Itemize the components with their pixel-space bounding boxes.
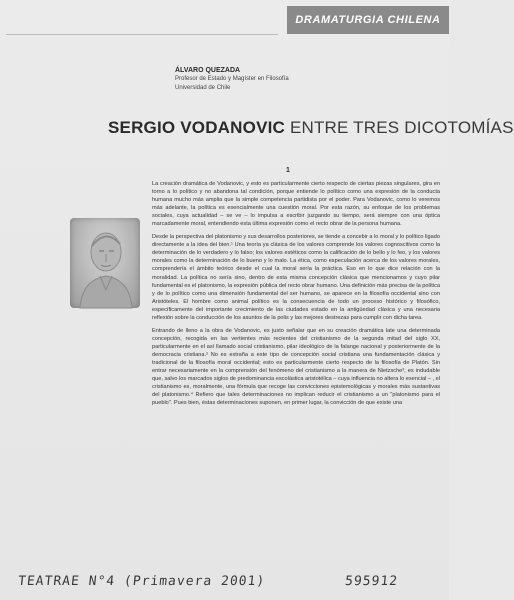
section-header: DRAMATURGIA CHILENA	[287, 6, 449, 34]
author-role: Profesor de Estado y Magíster en Filosofía	[175, 76, 289, 82]
handwritten-source-note: TEATRAE N°4 (Primavera 2001)	[17, 574, 266, 589]
author-institution: Universidad de Chile	[175, 85, 231, 91]
portrait-relief	[70, 218, 140, 308]
author-portrait-image	[70, 218, 140, 308]
title-rest: ENTRE TRES DICOTOMÍAS	[289, 118, 514, 137]
author-block	[175, 66, 289, 93]
paragraph-1: La creación dramática de Vodanovic, y esto es particularmente cierto respecto de ciertas piezas singulares, gira en torno a lo político y no abandona tal condición, porque entiende lo político como una expresión de la conducta humana mucho más amplia que la simple competencia partidista por el poder. Para Vodanovic, como lo veremos más adelante, la política es esencialmente una cuestión moral. Por esta razón, su enfoque de los problemas sociales, cuya actualidad – se ve – lo impulsa a escribir juzgando su tiempo, será siempre con una óptica marcadamente moral, entendiendo esta última expresión como el recto obrar de la persona humana.	[152, 181, 440, 228]
section-number: 1	[286, 167, 290, 174]
article-title	[108, 118, 514, 138]
title-bold: SERGIO VODANOVIC	[108, 118, 286, 137]
paragraph-2: Desde la perspectiva del platonismo y sus desarrollos posteriores, se tiende a concebir a lo moral y lo político ligado directamente a la idea del bien.¹ Una teoría ya clásica de los valores comprende los valores cognoscitivos como la determinación de lo verdadero y lo falso; los valores estéticos como la calificación de lo bello y lo feo, y los valores morales como la determinación de lo bueno y lo malo. La ética, como especulación acerca de los valores morales, comprendería el ámbito teórico desde el cual la moral sería la práctica. Eso en lo que dice relación con la moralidad. La política no sería sino, dentro de esta misma concepción clásica que mencionamos y cuyo pilar fundamental es el platonismo, la expresión pública del recto obrar humano. Una definición más precisa de la política y de lo político como una dimensión fundamental del ser humano, se aparece en la filosofía occidental sino con Aristóteles. El hombre como animal político es la consecuencia de todo un proceso histórico y filosófico, específicamente del importante crecimiento de las ciudades estado en la antigüedad clásica y una necesaria reflexión sobre la conducción de los asuntos de la polis y las mejores destrezas para cumplir con dicha tarea.	[152, 234, 440, 321]
paragraph-3: Entrando de lleno a la obra de Vodanovic, es justo señalar que en su creación dramática late una determinada concepción, recogida en las vertientes más recientes del cristianismo de la segunda mitad del siglo XX, particularmente en el así llamado social cristianismo, pilar ideológico de la falange nacional y posteriormente de la democracia cristiana.² No es extraña a este tipo de concepción social cristiana una fundamentación clásica y tradicional de la filosofía moral occidental; esto es particularmente cierto respecto de la filosofía de Platón. Sin entrar necesariamente en la comprensión del fenómeno del cristianismo a la manera de Nietzsche³, es indudable que, salvo los marcados siglos de predominancia escolástica aristotélica – cuya influencia no altera lo esencial – , el cristianismo es, moralmente, una fórmula que recoge las convicciones epistemológicas y morales más sustantivas del platonismo.⁴ Refiero que tales determinaciones no implican reducir el cristianismo a un "platonismo para el pueblo". Pues bien, éstas determinaciones suponen, en primer lugar, la convicción de que existe una	[152, 327, 440, 407]
author-name: ÁLVARO QUEZADA	[175, 67, 241, 74]
handwritten-record-number: 595912	[344, 574, 399, 589]
article-body	[152, 180, 440, 412]
header-rule	[6, 6, 278, 35]
